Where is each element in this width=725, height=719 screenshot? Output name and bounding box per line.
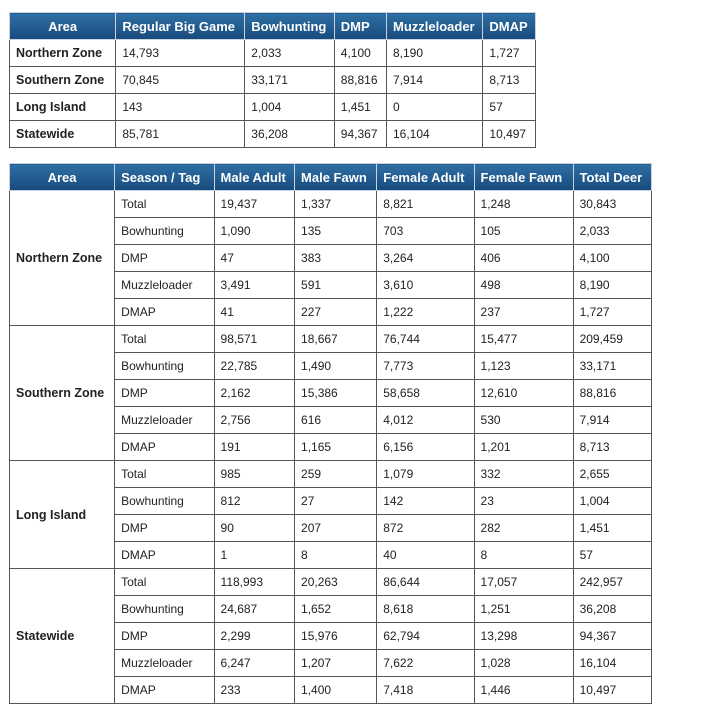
detail-cell: 530 <box>474 407 573 434</box>
detail-cell: 498 <box>474 272 573 299</box>
detail-cell: 20,263 <box>295 569 377 596</box>
summary-cell: 94,367 <box>334 121 386 148</box>
detail-cell: 1,337 <box>295 191 377 218</box>
detail-cell: 1,451 <box>573 515 651 542</box>
detail-cell: 30,843 <box>573 191 651 218</box>
detail-season-tag: Total <box>115 191 214 218</box>
summary-cell-area: Statewide <box>10 121 116 148</box>
detail-cell: 207 <box>295 515 377 542</box>
detail-cell: 3,491 <box>214 272 295 299</box>
detail-cell: 242,957 <box>573 569 651 596</box>
detail-cell: 7,418 <box>377 677 474 704</box>
detail-cell: 2,299 <box>214 623 295 650</box>
detail-season-tag: DMP <box>115 380 214 407</box>
detail-cell: 6,247 <box>214 650 295 677</box>
detail-group-area: Northern Zone <box>10 191 115 326</box>
detail-cell: 3,610 <box>377 272 474 299</box>
detail-header-area: Area <box>10 164 115 191</box>
summary-cell: 85,781 <box>116 121 245 148</box>
detail-cell: 703 <box>377 218 474 245</box>
detail-cell: 8 <box>474 542 573 569</box>
detail-cell: 22,785 <box>214 353 295 380</box>
detail-cell: 4,012 <box>377 407 474 434</box>
detail-cell: 6,156 <box>377 434 474 461</box>
detail-cell: 105 <box>474 218 573 245</box>
detail-cell: 1,446 <box>474 677 573 704</box>
detail-season-tag: Bowhunting <box>115 596 214 623</box>
detail-header-male-fawn: Male Fawn <box>295 164 377 191</box>
summary-header-row <box>10 13 536 40</box>
detail-season-tag: DMP <box>115 515 214 542</box>
detail-cell: 13,298 <box>474 623 573 650</box>
detail-cell: 616 <box>295 407 377 434</box>
detail-cell: 19,437 <box>214 191 295 218</box>
summary-cell: 10,497 <box>483 121 536 148</box>
detail-cell: 18,667 <box>295 326 377 353</box>
table-row <box>10 569 652 596</box>
detail-cell: 227 <box>295 299 377 326</box>
detail-header-male-adult: Male Adult <box>214 164 295 191</box>
summary-header-dmp: DMP <box>334 13 386 40</box>
detail-cell: 10,497 <box>573 677 651 704</box>
detail-header-female-fawn: Female Fawn <box>474 164 573 191</box>
detail-cell: 1,400 <box>295 677 377 704</box>
detail-cell: 985 <box>214 461 295 488</box>
detail-season-tag: Total <box>115 461 214 488</box>
detail-cell: 7,773 <box>377 353 474 380</box>
detail-cell: 4,100 <box>573 245 651 272</box>
detail-cell: 1,251 <box>474 596 573 623</box>
detail-cell: 1,028 <box>474 650 573 677</box>
summary-cell: 36,208 <box>245 121 335 148</box>
detail-cell: 2,756 <box>214 407 295 434</box>
summary-cell: 8,713 <box>483 67 536 94</box>
summary-cell: 14,793 <box>116 40 245 67</box>
summary-cell-area: Long Island <box>10 94 116 121</box>
detail-cell: 16,104 <box>573 650 651 677</box>
summary-cell: 8,190 <box>386 40 482 67</box>
detail-season-tag: DMAP <box>115 434 214 461</box>
detail-header-season-tag: Season / Tag <box>115 164 214 191</box>
summary-cell-area: Northern Zone <box>10 40 116 67</box>
detail-cell: 86,644 <box>377 569 474 596</box>
summary-table <box>9 12 536 148</box>
detail-cell: 8,713 <box>573 434 651 461</box>
detail-table-body <box>10 191 652 704</box>
detail-header-female-adult: Female Adult <box>377 164 474 191</box>
table-row <box>10 191 652 218</box>
detail-cell: 872 <box>377 515 474 542</box>
summary-header-area: Area <box>10 13 116 40</box>
detail-cell: 2,655 <box>573 461 651 488</box>
detail-season-tag: DMP <box>115 245 214 272</box>
detail-header-row <box>10 164 652 191</box>
detail-season-tag: Total <box>115 326 214 353</box>
detail-season-tag: Bowhunting <box>115 353 214 380</box>
detail-cell: 282 <box>474 515 573 542</box>
detail-cell: 1,490 <box>295 353 377 380</box>
detail-cell: 1,165 <box>295 434 377 461</box>
detail-cell: 383 <box>295 245 377 272</box>
detail-cell: 47 <box>214 245 295 272</box>
table-row <box>10 40 536 67</box>
summary-cell: 1,727 <box>483 40 536 67</box>
detail-cell: 57 <box>573 542 651 569</box>
detail-cell: 142 <box>377 488 474 515</box>
detail-cell: 259 <box>295 461 377 488</box>
detail-cell: 40 <box>377 542 474 569</box>
summary-header-regular-big-game: Regular Big Game <box>116 13 245 40</box>
table-row <box>10 121 536 148</box>
summary-header-muzzleloader: Muzzleloader <box>386 13 482 40</box>
summary-cell: 0 <box>386 94 482 121</box>
detail-cell: 1,090 <box>214 218 295 245</box>
detail-cell: 406 <box>474 245 573 272</box>
detail-cell: 15,477 <box>474 326 573 353</box>
detail-cell: 17,057 <box>474 569 573 596</box>
detail-cell: 8,821 <box>377 191 474 218</box>
detail-cell: 8,618 <box>377 596 474 623</box>
detail-season-tag: Bowhunting <box>115 218 214 245</box>
detail-cell: 1,248 <box>474 191 573 218</box>
summary-cell: 143 <box>116 94 245 121</box>
detail-season-tag: DMP <box>115 623 214 650</box>
detail-group-area: Long Island <box>10 461 115 569</box>
detail-cell: 41 <box>214 299 295 326</box>
detail-cell: 191 <box>214 434 295 461</box>
detail-cell: 233 <box>214 677 295 704</box>
summary-header-bowhunting: Bowhunting <box>245 13 335 40</box>
detail-season-tag: DMAP <box>115 677 214 704</box>
table-row <box>10 94 536 121</box>
summary-cell: 88,816 <box>334 67 386 94</box>
table-row <box>10 326 652 353</box>
detail-cell: 118,993 <box>214 569 295 596</box>
detail-cell: 1,727 <box>573 299 651 326</box>
detail-cell: 3,264 <box>377 245 474 272</box>
detail-cell: 90 <box>214 515 295 542</box>
summary-header-dmap: DMAP <box>483 13 536 40</box>
detail-cell: 24,687 <box>214 596 295 623</box>
detail-cell: 1 <box>214 542 295 569</box>
detail-cell: 1,652 <box>295 596 377 623</box>
detail-cell: 209,459 <box>573 326 651 353</box>
detail-cell: 12,610 <box>474 380 573 407</box>
detail-season-tag: Muzzleloader <box>115 407 214 434</box>
detail-cell: 76,744 <box>377 326 474 353</box>
table-row <box>10 461 652 488</box>
detail-cell: 1,201 <box>474 434 573 461</box>
summary-cell: 7,914 <box>386 67 482 94</box>
detail-group-area: Statewide <box>10 569 115 704</box>
detail-cell: 7,914 <box>573 407 651 434</box>
summary-cell: 1,451 <box>334 94 386 121</box>
detail-cell: 2,162 <box>214 380 295 407</box>
detail-cell: 15,386 <box>295 380 377 407</box>
detail-cell: 94,367 <box>573 623 651 650</box>
summary-cell: 57 <box>483 94 536 121</box>
summary-cell-area: Southern Zone <box>10 67 116 94</box>
detail-cell: 1,079 <box>377 461 474 488</box>
detail-season-tag: DMAP <box>115 542 214 569</box>
summary-cell: 33,171 <box>245 67 335 94</box>
detail-cell: 1,004 <box>573 488 651 515</box>
summary-cell: 70,845 <box>116 67 245 94</box>
detail-header-total-deer: Total Deer <box>573 164 651 191</box>
detail-season-tag: Bowhunting <box>115 488 214 515</box>
detail-cell: 8 <box>295 542 377 569</box>
detail-cell: 1,123 <box>474 353 573 380</box>
detail-group-area: Southern Zone <box>10 326 115 461</box>
detail-table <box>9 163 652 704</box>
detail-cell: 332 <box>474 461 573 488</box>
detail-cell: 36,208 <box>573 596 651 623</box>
detail-cell: 23 <box>474 488 573 515</box>
detail-cell: 58,658 <box>377 380 474 407</box>
detail-cell: 8,190 <box>573 272 651 299</box>
detail-cell: 591 <box>295 272 377 299</box>
detail-cell: 62,794 <box>377 623 474 650</box>
detail-cell: 1,207 <box>295 650 377 677</box>
detail-cell: 135 <box>295 218 377 245</box>
summary-cell: 4,100 <box>334 40 386 67</box>
detail-cell: 98,571 <box>214 326 295 353</box>
detail-cell: 237 <box>474 299 573 326</box>
detail-cell: 2,033 <box>573 218 651 245</box>
detail-cell: 27 <box>295 488 377 515</box>
detail-cell: 88,816 <box>573 380 651 407</box>
detail-cell: 1,222 <box>377 299 474 326</box>
detail-cell: 15,976 <box>295 623 377 650</box>
summary-cell: 2,033 <box>245 40 335 67</box>
detail-cell: 7,622 <box>377 650 474 677</box>
detail-cell: 33,171 <box>573 353 651 380</box>
detail-season-tag: Muzzleloader <box>115 650 214 677</box>
detail-season-tag: Muzzleloader <box>115 272 214 299</box>
detail-cell: 812 <box>214 488 295 515</box>
summary-cell: 16,104 <box>386 121 482 148</box>
detail-season-tag: Total <box>115 569 214 596</box>
table-row <box>10 67 536 94</box>
detail-season-tag: DMAP <box>115 299 214 326</box>
summary-cell: 1,004 <box>245 94 335 121</box>
